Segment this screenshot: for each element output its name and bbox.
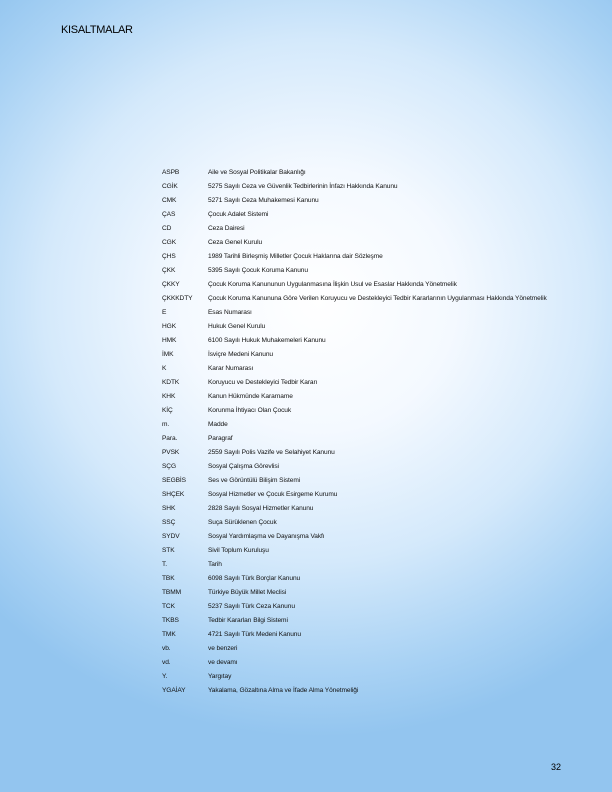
abbreviation-description: 5395 Sayılı Çocuk Koruma Kanunu <box>208 267 308 274</box>
abbreviation-description: Sivil Toplum Kuruluşu <box>208 547 269 554</box>
abbreviation-code: ÇAS <box>162 211 176 218</box>
abbreviation-row <box>162 348 582 362</box>
abbreviation-description: Sosyal Çalışma Görevlisi <box>208 463 279 470</box>
abbreviation-code: TMK <box>162 631 176 638</box>
abbreviation-row <box>162 628 582 642</box>
abbreviation-code: Para. <box>162 435 178 442</box>
abbreviation-row <box>162 544 582 558</box>
abbreviation-description: Çocuk Adalet Sistemi <box>208 211 269 218</box>
abbreviation-code: ÇKKKDTY <box>162 295 193 302</box>
abbreviation-code: T. <box>162 561 167 568</box>
abbreviation-description: 6098 Sayılı Türk Borçlar Kanunu <box>208 575 301 582</box>
abbreviation-code: SEGBİS <box>162 477 186 484</box>
abbreviation-row <box>162 264 582 278</box>
abbreviation-code: CGİK <box>162 183 178 190</box>
abbreviation-row <box>162 670 582 684</box>
abbreviation-code: STK <box>162 547 175 554</box>
abbreviation-row <box>162 236 582 250</box>
abbreviation-row <box>162 250 582 264</box>
abbreviation-description: Türkiye Büyük Millet Meclisi <box>208 589 287 596</box>
abbreviation-description: Hukuk Genel Kurulu <box>208 323 266 330</box>
abbreviation-description: 5237 Sayılı Türk Ceza Kanunu <box>208 603 295 610</box>
abbreviation-description: Madde <box>208 421 228 428</box>
page-title: KISALTMALAR <box>61 24 133 36</box>
abbreviation-row <box>162 320 582 334</box>
abbreviation-code: K <box>162 365 167 372</box>
abbreviation-code: TCK <box>162 603 175 610</box>
abbreviation-description: Aile ve Sosyal Politikalar Bakanlığı <box>208 169 306 176</box>
abbreviation-description: Kanun Hükmünde Kararname <box>208 393 293 400</box>
abbreviation-list <box>162 166 582 698</box>
abbreviation-description: Esas Numarası <box>208 309 252 316</box>
abbreviation-row <box>162 446 582 460</box>
abbreviation-description: Ceza Dairesi <box>208 225 245 232</box>
abbreviation-row <box>162 502 582 516</box>
abbreviation-code: PVSK <box>162 449 180 456</box>
abbreviation-description: Tarih <box>208 561 222 568</box>
abbreviation-code: Y. <box>162 673 168 680</box>
abbreviation-row <box>162 530 582 544</box>
abbreviation-row <box>162 194 582 208</box>
abbreviation-row <box>162 376 582 390</box>
abbreviation-code: vd. <box>162 659 171 666</box>
abbreviation-row <box>162 600 582 614</box>
abbreviation-row <box>162 488 582 502</box>
abbreviation-code: SSÇ <box>162 519 176 526</box>
abbreviation-description: Sosyal Yardımlaşma ve Dayanışma Vakfı <box>208 533 325 540</box>
abbreviation-code: TBK <box>162 575 175 582</box>
abbreviation-code: m. <box>162 421 170 428</box>
abbreviation-code: E <box>162 309 167 316</box>
page-number: 32 <box>551 762 562 772</box>
abbreviation-row <box>162 362 582 376</box>
abbreviation-code: KİÇ <box>162 407 173 414</box>
abbreviation-row <box>162 656 582 670</box>
abbreviation-row <box>162 390 582 404</box>
abbreviation-description: Yargıtay <box>208 673 232 680</box>
abbreviation-description: 4721 Sayılı Türk Medeni Kanunu <box>208 631 301 638</box>
abbreviation-description: Koruyucu ve Destekleyici Tedbir Kararı <box>208 379 318 386</box>
abbreviation-description: 5275 Sayılı Ceza ve Güvenlik Tedbirlerinin İnfazı Hakkında Kanunu <box>208 183 398 190</box>
abbreviation-description: Çocuk Koruma Kanununun Uygulanmasına İlişkin Usul ve Esaslar Hakkında Yönetmelik <box>208 281 457 288</box>
abbreviation-description: Suça Sürüklenen Çocuk <box>208 519 277 526</box>
abbreviation-description: Karar Numarası <box>208 365 254 372</box>
abbreviation-description: Yakalama, Gözaltına Alma ve İfade Alma Yönetmeliği <box>208 687 359 694</box>
abbreviation-code: ÇHS <box>162 253 176 260</box>
abbreviation-description: ve benzeri <box>208 645 238 652</box>
abbreviation-row <box>162 208 582 222</box>
abbreviation-code: KHK <box>162 393 176 400</box>
abbreviation-row <box>162 474 582 488</box>
abbreviation-description: Ceza Genel Kurulu <box>208 239 263 246</box>
abbreviation-code: ÇKK <box>162 267 176 274</box>
abbreviation-row <box>162 404 582 418</box>
abbreviation-code: SÇG <box>162 463 176 470</box>
abbreviation-code: TBMM <box>162 589 182 596</box>
abbreviation-code: ÇKKY <box>162 281 180 288</box>
abbreviation-row <box>162 460 582 474</box>
abbreviation-description: Tedbir Kararları Bilgi Sistemi <box>208 617 288 624</box>
abbreviation-description: Paragraf <box>208 435 233 442</box>
abbreviation-description: 5271 Sayılı Ceza Muhakemesi Kanunu <box>208 197 319 204</box>
abbreviation-description: Sosyal Hizmetler ve Çocuk Esirgeme Kurumu <box>208 491 338 498</box>
abbreviation-code: HGK <box>162 323 176 330</box>
abbreviation-description: 6100 Sayılı Hukuk Muhakemeleri Kanunu <box>208 337 326 344</box>
abbreviation-code: SYDV <box>162 533 180 540</box>
abbreviation-row <box>162 684 582 698</box>
abbreviation-code: vb. <box>162 645 171 652</box>
abbreviation-row <box>162 166 582 180</box>
abbreviation-description: Çocuk Koruma Kanununa Göre Verilen Koruyucu ve Destekleyici Tedbir Kararlarının Uygulanması Hakkında Yönetmelik <box>208 295 547 302</box>
abbreviation-row <box>162 642 582 656</box>
abbreviation-code: YGAİAY <box>162 687 186 694</box>
abbreviation-code: TKBS <box>162 617 179 624</box>
abbreviation-description: 2828 Sayılı Sosyal Hizmetler Kanunu <box>208 505 314 512</box>
abbreviation-row <box>162 558 582 572</box>
abbreviation-row <box>162 516 582 530</box>
abbreviation-code: HMK <box>162 337 177 344</box>
abbreviation-row <box>162 418 582 432</box>
abbreviation-row <box>162 572 582 586</box>
abbreviation-description: Ses ve Görüntülü Bilişim Sistemi <box>208 477 301 484</box>
abbreviation-description: ve devamı <box>208 659 238 666</box>
abbreviation-row <box>162 306 582 320</box>
abbreviation-row <box>162 614 582 628</box>
abbreviation-code: CD <box>162 225 172 232</box>
abbreviation-code: İMK <box>162 351 174 358</box>
abbreviation-code: CMK <box>162 197 177 204</box>
abbreviation-code: SHK <box>162 505 176 512</box>
abbreviation-code: ASPB <box>162 169 180 176</box>
abbreviation-row <box>162 334 582 348</box>
abbreviation-code: CGK <box>162 239 176 246</box>
abbreviation-row <box>162 292 582 306</box>
abbreviation-description: 2559 Sayılı Polis Vazife ve Selahiyet Kanunu <box>208 449 335 456</box>
abbreviation-row <box>162 278 582 292</box>
abbreviation-row <box>162 432 582 446</box>
abbreviation-description: Korunma İhtiyacı Olan Çocuk <box>208 407 292 414</box>
abbreviation-description: İsviçre Medeni Kanunu <box>208 351 273 358</box>
abbreviation-code: KDTK <box>162 379 180 386</box>
abbreviation-row <box>162 222 582 236</box>
abbreviation-code: SHÇEK <box>162 491 185 498</box>
abbreviation-description: 1989 Tarihli Birleşmiş Milletler Çocuk Haklarına dair Sözleşme <box>208 253 383 260</box>
abbreviation-row <box>162 586 582 600</box>
abbreviation-row <box>162 180 582 194</box>
